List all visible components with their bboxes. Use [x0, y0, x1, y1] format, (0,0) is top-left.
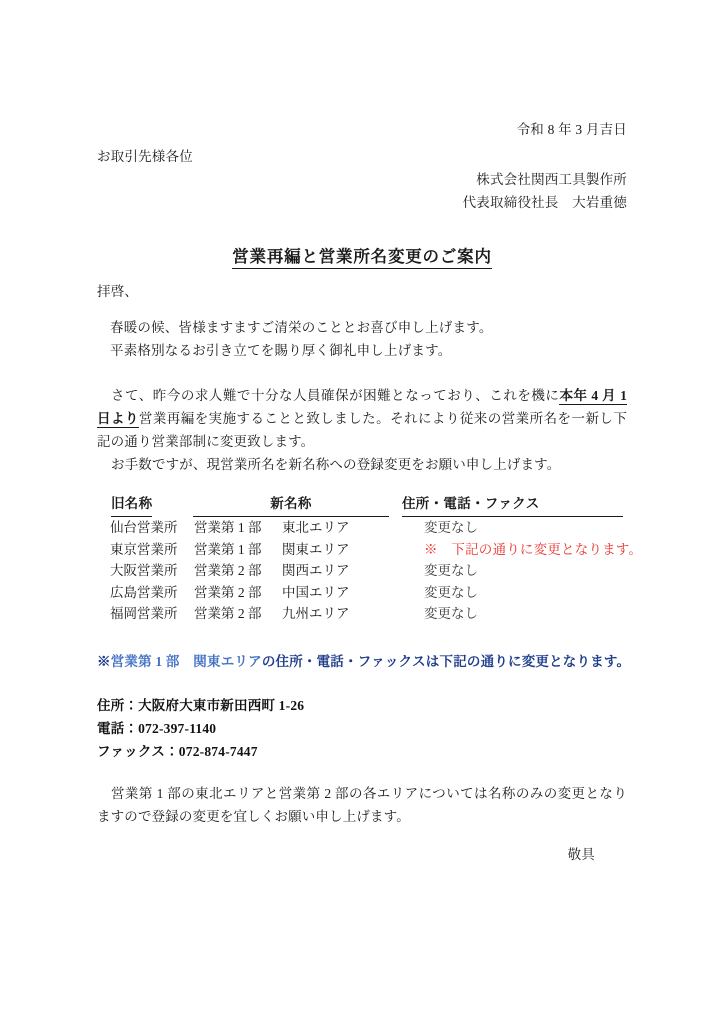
header-new-name [193, 493, 393, 517]
cell-area: 関東エリア [282, 541, 350, 557]
cell-contact: ※ 下記の通りに変更となります。 [424, 541, 643, 557]
paragraph-reorganization [97, 384, 627, 453]
cell-area: 東北エリア [282, 520, 350, 535]
header-old-name-text: 旧名称 [111, 494, 152, 517]
table-row [97, 603, 627, 625]
document-title-text: 営業再編と営業所名変更のご案内 [232, 247, 492, 269]
paragraph-registration-request: お手数ですが、現営業所名を新名称への登録変更をお願い申し上げます。 [111, 457, 561, 472]
table-body [97, 517, 643, 625]
notice-address-change [97, 650, 630, 670]
cell-old-name: 仙台営業所 [110, 520, 178, 535]
contact-fax: ファックス：072-874-7447 [97, 744, 258, 759]
header-new-name-text: 新名称 [193, 494, 389, 517]
cell-old-name: 広島営業所 [110, 584, 178, 600]
table-row [97, 539, 627, 561]
greeting-line-2: 平素格別なるお引き立てを賜り厚く御礼申し上げます。 [110, 343, 452, 358]
cell-department: 営業第 2 部 [194, 563, 262, 578]
notice-highlight-department: 営業第 1 部 関東エリア [110, 654, 262, 669]
reorg-effective-date-emphasis: 本年 4 月 1 日より [97, 388, 627, 426]
recipient-line: お取引先様各位 [97, 149, 193, 164]
salutation: 拝啓、 [97, 284, 139, 299]
contact-address: 住所：大阪府大東市新田西町 1-26 [97, 698, 305, 713]
contact-phone: 電話：072-397-1140 [97, 721, 217, 736]
table-header-row [97, 493, 627, 517]
sender-officer-name: 代表取締役社長 大岩重徳 [462, 195, 627, 210]
table-row [97, 582, 627, 604]
closing-word: 敬具 [567, 847, 595, 862]
cell-contact: 変更なし [424, 606, 478, 621]
reorg-text-after: 営業再編を実施することと致しました。それにより従来の営業所名を一新し下記の通り営業部制に変更致します。 [97, 411, 628, 449]
cell-department: 営業第 2 部 [194, 584, 262, 600]
document-date: 令和 8 年 3 月吉日 [516, 122, 627, 137]
table-header [97, 493, 627, 517]
greeting-line-1: 春暖の候、皆様ますますご清栄のこととお喜び申し上げます。 [110, 320, 493, 335]
cell-contact: 変更なし [424, 584, 478, 600]
cell-area: 関西エリア [282, 563, 350, 578]
office-table [97, 493, 643, 625]
office-name-change-table [97, 493, 643, 625]
cell-department: 営業第 2 部 [194, 606, 262, 621]
table-row [97, 517, 627, 539]
cell-old-name: 福岡営業所 [110, 606, 178, 621]
header-old-name [97, 493, 193, 517]
notice-mark-icon: ※ [97, 654, 111, 669]
cell-department: 営業第 1 部 [194, 541, 262, 557]
cell-area: 九州エリア [282, 606, 350, 621]
header-contact-info-text: 住所・電話・ファクス [402, 494, 623, 517]
cell-area: 中国エリア [282, 584, 350, 600]
paragraph-closing: 営業第 1 部の東北エリアと営業第 2 部の各エリアについては名称のみの変更となりますので登録の変更を宜しくお願い申し上げます。 [97, 786, 627, 824]
reorg-text-before: さて、昨今の求人難で十分な人員確保が困難となっており、これを機に [111, 388, 560, 403]
notice-rest-text: の住所・電話・ファックスは下記の通りに変更となります。 [261, 654, 631, 669]
header-contact-info [393, 493, 627, 517]
document-title [97, 243, 627, 267]
document-body [97, 0, 643, 1024]
cell-department: 営業第 1 部 [194, 520, 262, 535]
sender-company-name: 株式会社関西工具製作所 [476, 172, 627, 187]
table-row [97, 560, 627, 582]
cell-old-name: 東京営業所 [110, 541, 178, 557]
cell-old-name: 大阪営業所 [110, 563, 178, 578]
cell-contact: 変更なし [424, 520, 478, 535]
cell-contact: 変更なし [424, 563, 478, 578]
